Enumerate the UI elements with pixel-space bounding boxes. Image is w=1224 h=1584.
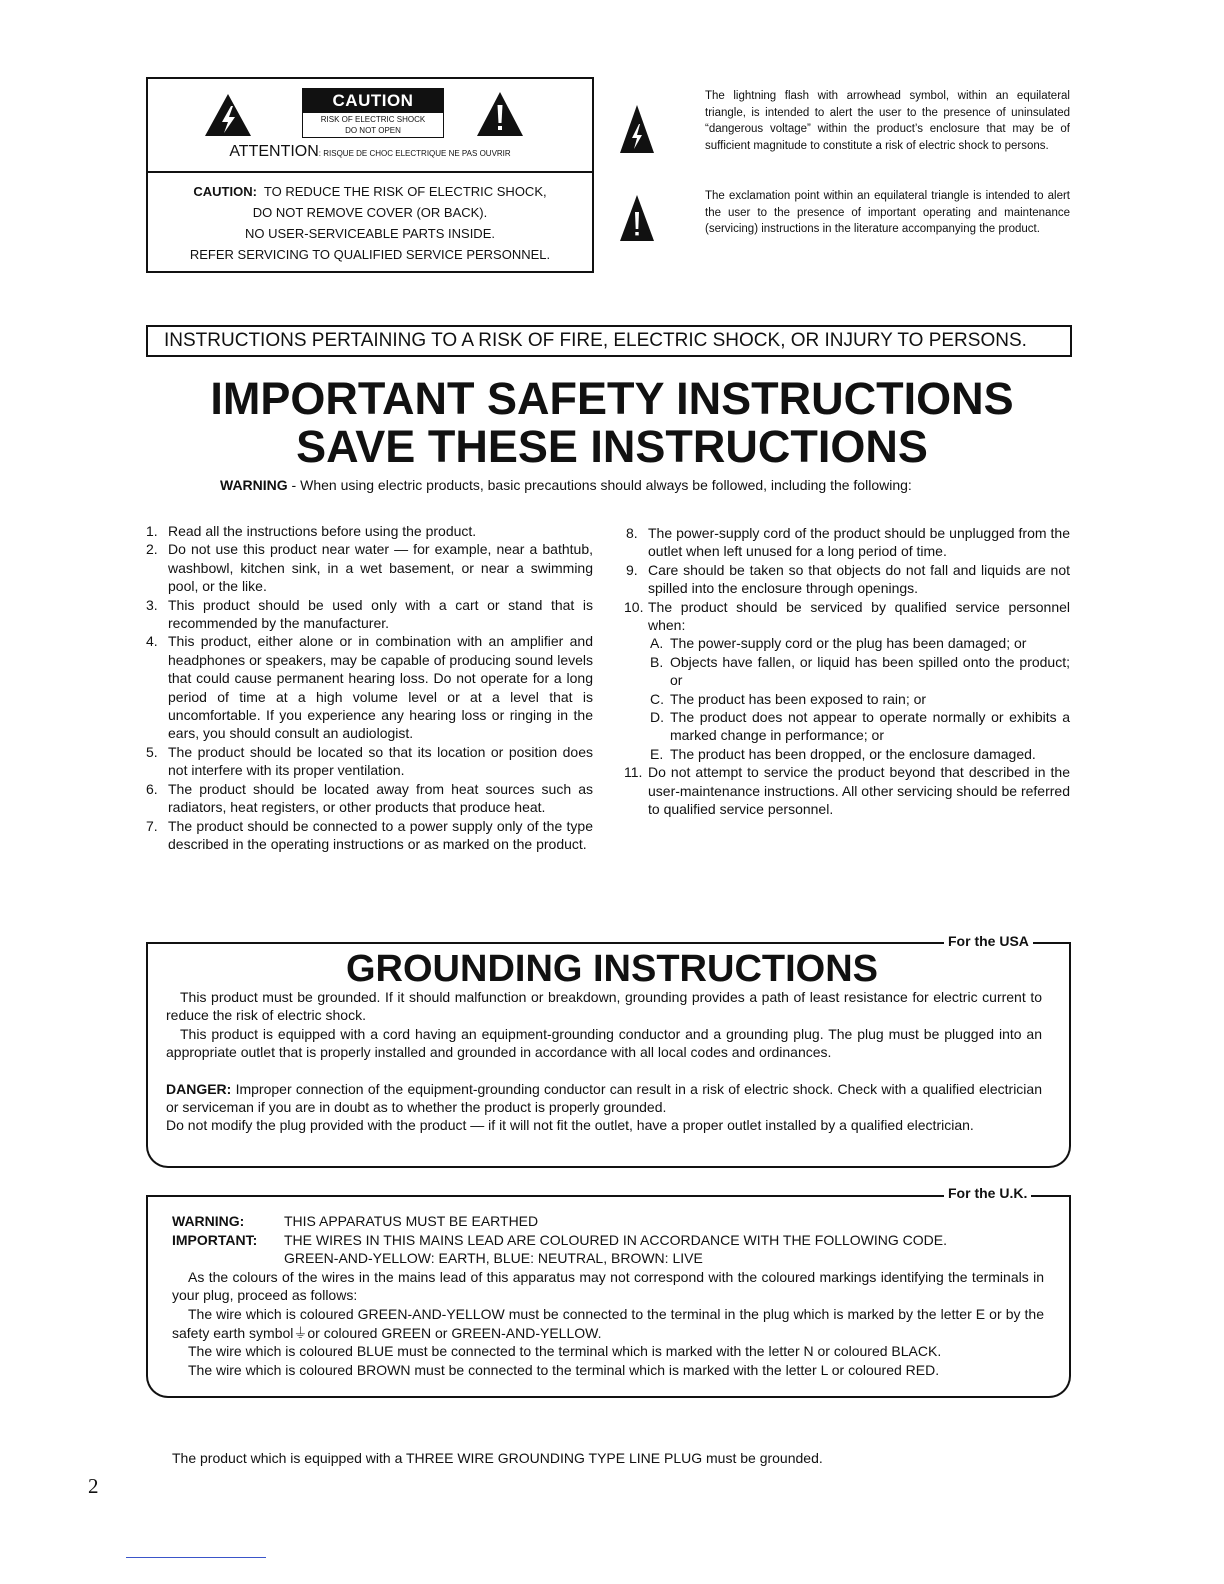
uk-para-4: The wire which is coloured BROWN must be connected to the terminal which is marked with the letter L or coloured RED.	[188, 1361, 940, 1378]
main-title	[0, 375, 1224, 471]
uk-important-line	[172, 1231, 1044, 1250]
caution-label-title: CAUTION	[303, 89, 443, 113]
usa-frame-top-rule	[146, 942, 1071, 944]
list-item: 3. This product should be used only with a cart or stand that is recommended by the manufacturer.	[146, 596, 593, 632]
usa-danger-para	[166, 1080, 1042, 1117]
caution-line-4: REFER SERVICING TO QUALIFIED SERVICE PERSONNEL.	[189, 247, 551, 262]
instructions-right-column	[626, 524, 1070, 819]
usa-para-1: This product must be grounded. If it should malfunction or breakdown, grounding provides a path of least resistance for electric current to reduce the risk of electric shock.	[166, 989, 1042, 1024]
list-item: 5. The product should be located so that its location or position does not interfere with its proper ventilation.	[146, 743, 593, 779]
uk-warning-line	[172, 1212, 1044, 1231]
page-number: 2	[88, 1474, 99, 1498]
bottom-rule	[126, 1557, 266, 1558]
caution-label-sub1: RISK OF ELECTRIC SHOCK	[320, 115, 426, 124]
uk-body	[172, 1212, 1044, 1379]
exclamation-symbol-icon	[619, 194, 655, 242]
list-item: 11. Do not attempt to service the product beyond that described in the user-maintenance instructions. All other servicing should be referred to qualified service personnel.	[624, 764, 1070, 818]
lightning-symbol-description: The lightning flash with arrowhead symbol, within an equilateral triangle, is intended to alert the user to the presence of uninsulated “dangerous voltage” within the product’s enclosure that may be of sufficient magnitude to constitute a risk of electric shock to persons.	[705, 90, 1070, 152]
list-item: C. The product has been exposed to rain; or	[650, 690, 927, 707]
uk-region-label: For the U.K.	[944, 1185, 1031, 1201]
service-conditions-list	[626, 634, 1070, 763]
list-item: E. The product has been dropped, or the enclosure damaged.	[650, 745, 1036, 762]
usa-para-4: Do not modify the plug provided with the product — if it will not fit the outlet, have a proper outlet installed by a qualified electrician.	[166, 1117, 974, 1134]
danger-text: Improper connection of the equipment-grounding conductor can result in a risk of electric shock. Check with a qualified electrician or serviceman if you are in doubt as to whether the product is properly grounded.	[166, 1080, 1042, 1116]
warning-text: - When using electric products, basic precautions should always be followed, including the following:	[287, 477, 912, 493]
exclamation-warning-icon	[476, 91, 524, 137]
uk-warning-label: WARNING:	[172, 1213, 245, 1229]
list-item: 2. Do not use this product near water — for example, near a bathtub, washbowl, kitchen sink, in a wet basement, or near a swimming pool, or the like.	[146, 541, 593, 595]
footer-note: The product which is equipped with a THREE WIRE GROUNDING TYPE LINE PLUG must be grounded.	[172, 1450, 823, 1466]
earth-symbol-icon: ⏚	[293, 1324, 308, 1341]
uk-code-line: GREEN-AND-YELLOW: EARTH, BLUE: NEUTRAL, BROWN: LIVE	[284, 1250, 703, 1267]
title-line-1: IMPORTANT SAFETY INSTRUCTIONS	[210, 373, 1014, 424]
attention-french-text: : RISQUE DE CHOC ELECTRIQUE NE PAS OUVRIR	[318, 149, 511, 158]
caution-line-1: TO REDUCE THE RISK OF ELECTRIC SHOCK,	[263, 184, 547, 199]
uk-important-text: THE WIRES IN THIS MAINS LEAD ARE COLOURED IN ACCORDANCE WITH THE FOLLOWING CODE.	[284, 1231, 948, 1248]
instructions-left-column	[146, 522, 593, 853]
warning-line	[220, 477, 912, 493]
uk-para-2: The wire which is coloured GREEN-AND-YELLOW must be connected to the terminal in the plug which is marked by the letter E or by the safety earth symbol⏚or coloured GREEN or GREEN-AND-YELLOW.	[172, 1305, 1044, 1341]
grounding-title: GROUNDING INSTRUCTIONS	[346, 948, 878, 990]
attention-label: ATTENTION	[229, 143, 319, 160]
list-item: 8. The power-supply cord of the product should be unplugged from the outlet when left unused for a long period of time.	[626, 525, 1070, 560]
list-item: 4. This product, either alone or in combination with an amplifier and headphones or speakers, may be capable of producing sound levels that could cause permanent hearing loss. Do not operate for a long period of time at a high volume level or at a level that is uncomfortable. If you experience any hearing loss or ringing in the ears, you should consult an audiologist.	[146, 633, 593, 742]
list-item: 7. The product should be connected to a power supply only of the type described in the operating instructions or as marked on the product.	[146, 817, 593, 852]
list-item: D. The product does not appear to operate normally or exhibits a marked change in performance; or	[650, 709, 1070, 744]
uk-important-label: IMPORTANT:	[172, 1231, 258, 1248]
lightning-warning-icon	[204, 93, 252, 137]
list-item: 1. Read all the instructions before using the product.	[146, 523, 477, 539]
list-item: 9. Care should be taken so that objects do not fall and liquids are not spilled into the enclosure through openings.	[626, 561, 1070, 597]
lightning-symbol-icon	[619, 104, 655, 154]
usa-region-label: For the USA	[944, 933, 1033, 949]
caution-label-sub2: DO NOT OPEN	[345, 126, 401, 135]
uk-para-1: As the colours of the wires in the mains lead of this apparatus may not correspond with the coloured markings identifying the terminals in your plug, proceed as follows:	[172, 1268, 1044, 1304]
list-item: A. The power-supply cord or the plug has been damaged; or	[650, 635, 1027, 652]
warning-label: WARNING	[220, 477, 288, 493]
caution-prefix: CAUTION:	[193, 184, 257, 199]
caution-text	[148, 181, 592, 265]
danger-label: DANGER:	[166, 1080, 232, 1097]
exclamation-symbol-description: The exclamation point within an equilateral triangle is intended to alert the user to the presence of important operating and maintenance (servicing) instructions in the literature accompanying the product.	[705, 190, 1070, 235]
caution-label	[302, 88, 444, 138]
usa-para-2: This product is equipped with a cord having an equipment-grounding conductor and a grounding plug. The plug must be plugged into an appropriate outlet that is properly installed and grounded in accordance with all local codes and ordinances.	[166, 1025, 1042, 1061]
list-item: 10. The product should be serviced by qualified service personnel when:	[624, 598, 1070, 634]
usa-grounding-body	[166, 988, 1042, 1135]
uk-para-3: The wire which is coloured BLUE must be connected to the terminal which is marked with the letter N or coloured BLACK.	[188, 1343, 942, 1360]
list-item: 6. The product should be located away from heat sources such as radiators, heat registers, or other products that produce heat.	[146, 780, 593, 816]
caution-box-header	[148, 79, 592, 173]
title-line-2: SAVE THESE INSTRUCTIONS	[296, 421, 928, 472]
list-item: B. Objects have fallen, or liquid has been spilled onto the product; or	[650, 653, 1070, 689]
attention-line	[148, 143, 592, 161]
fire-risk-banner: INSTRUCTIONS PERTAINING TO A RISK OF FIRE, ELECTRIC SHOCK, OR INJURY TO PERSONS.	[146, 325, 1072, 357]
caution-box	[146, 77, 594, 273]
caution-line-2: DO NOT REMOVE COVER (OR BACK).	[252, 205, 488, 220]
caution-line-3: NO USER-SERVICEABLE PARTS INSIDE.	[245, 226, 495, 241]
uk-frame-top-rule	[146, 1195, 1071, 1197]
uk-warning-text: THIS APPARATUS MUST BE EARTHED	[284, 1213, 539, 1229]
